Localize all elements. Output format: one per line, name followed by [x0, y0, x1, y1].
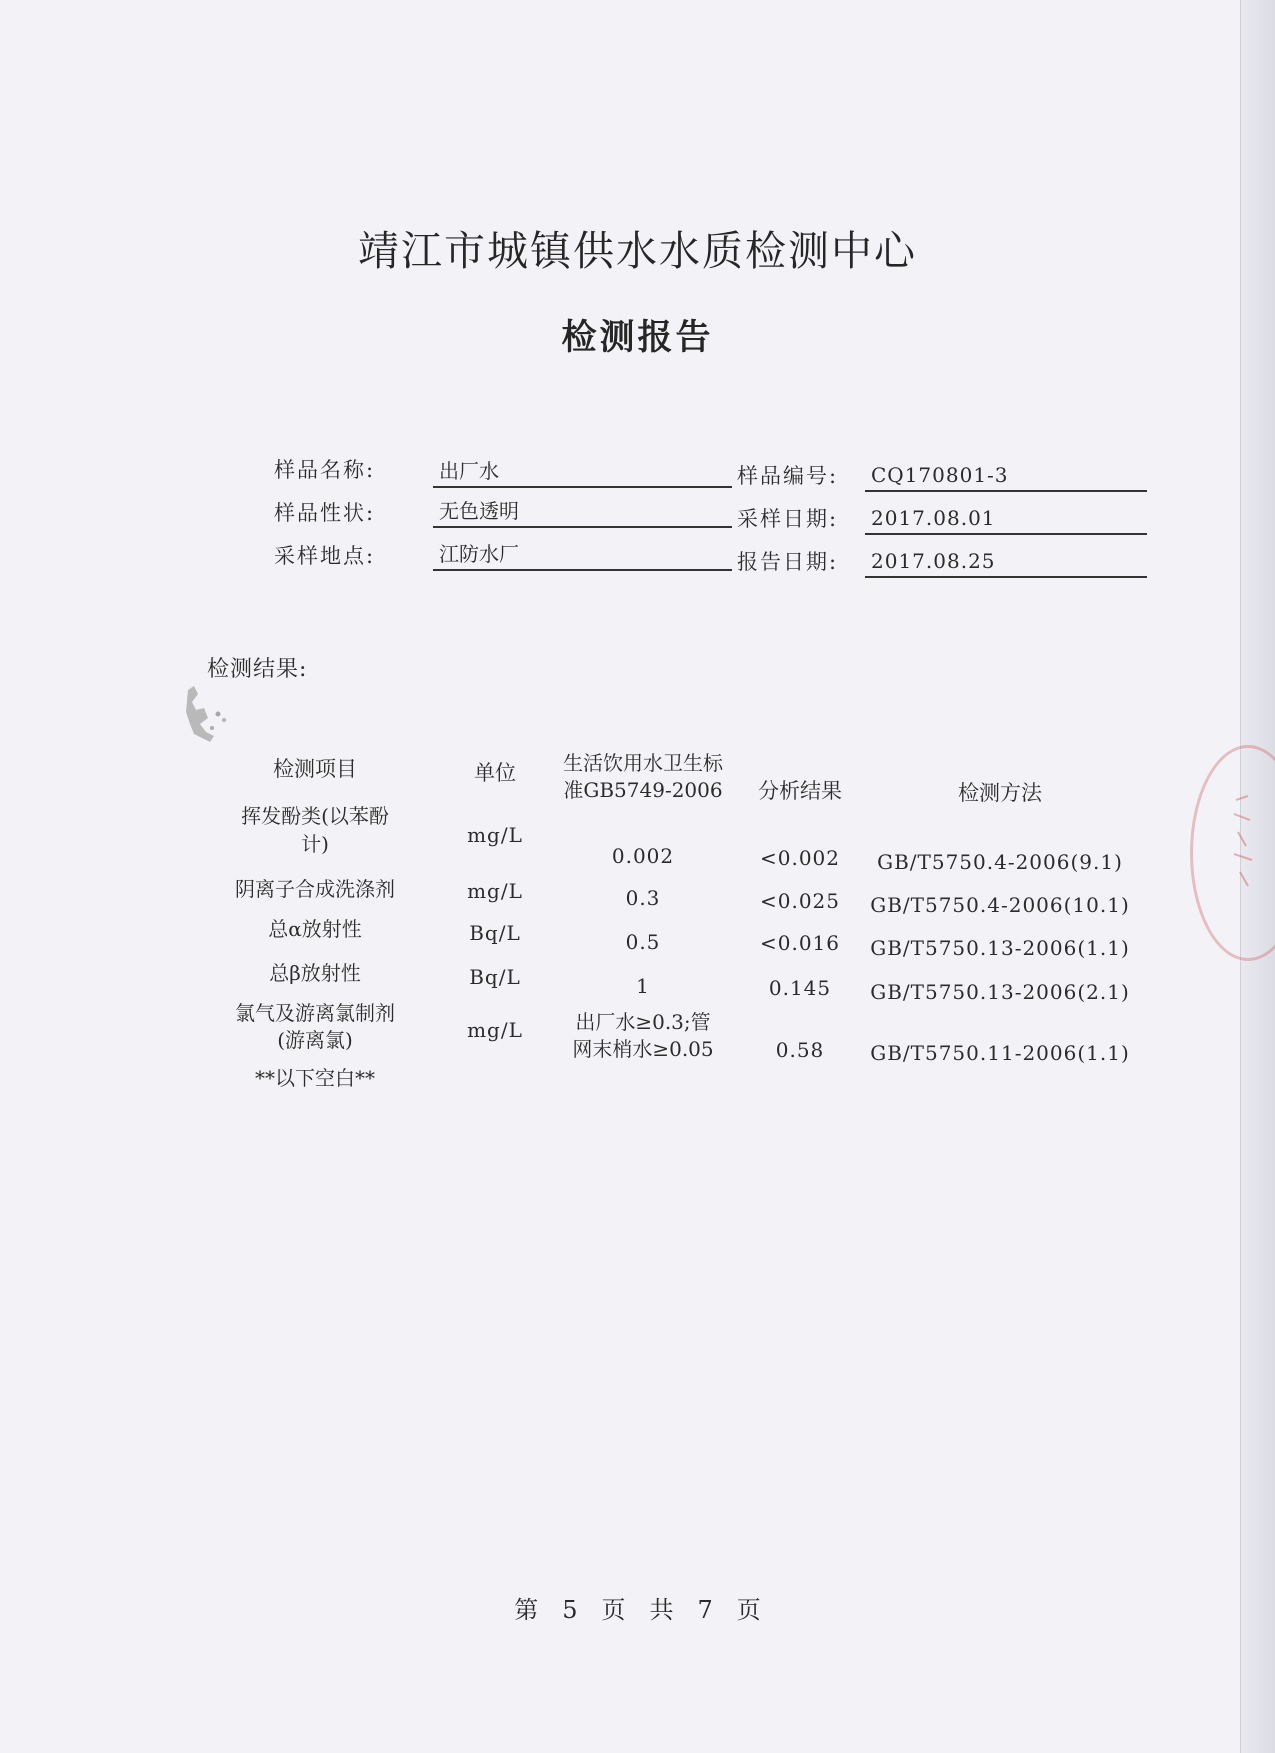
row3-method: GB/T5750.13-2006(1.1): [870, 936, 1130, 960]
row1-standard: 0.002: [611, 844, 675, 868]
report-date-label: 报告日期:: [737, 550, 839, 574]
sample-id-value: CQ170801-3: [865, 460, 1147, 492]
col-header-result: 分析结果: [758, 779, 842, 803]
col-header-item: 检测项目: [273, 757, 357, 781]
row1-item-line1: 挥发酚类(以苯酚: [241, 804, 389, 828]
row2-standard: 0.3: [625, 886, 661, 910]
ink-smudge-mark: [182, 684, 234, 744]
col-header-standard-line2: 准GB5749-2006: [563, 778, 723, 802]
footer-page-number: 5: [562, 1596, 578, 1624]
sampling-location-value: 江防水厂: [433, 539, 732, 571]
row4-result: 0.145: [768, 976, 832, 1000]
row3-item: 总α放射性: [268, 917, 362, 941]
row4-unit: Bq/L: [469, 965, 521, 989]
row4-standard: 1: [636, 974, 650, 998]
report-title: 检测报告: [561, 317, 714, 358]
footer-page-suffix: 页: [736, 1596, 761, 1624]
row1-unit: mg/L: [467, 823, 523, 847]
row5-standard-line2: 网末梢水≥0.05: [572, 1037, 714, 1061]
page-footer: [0, 1590, 1275, 1625]
row4-method: GB/T5750.13-2006(2.1): [870, 980, 1130, 1004]
row2-item: 阴离子合成洗涤剂: [235, 877, 395, 901]
row5-unit: mg/L: [467, 1018, 523, 1042]
col-header-unit: 单位: [474, 761, 516, 785]
col-header-method: 检测方法: [958, 781, 1042, 805]
end-of-table-note: **以下空白**: [255, 1066, 375, 1090]
footer-total-pages: 7: [697, 1596, 713, 1624]
organization-title: 靖江市城镇供水水质检测中心: [358, 227, 917, 275]
sample-name-label: 样品名称:: [274, 458, 376, 482]
row1-item-line2: 计): [301, 832, 329, 856]
row5-item-line2: (游离氯): [277, 1028, 353, 1052]
stamp-marks: [1228, 790, 1258, 900]
col-header-standard-line1: 生活饮用水卫生标: [563, 751, 723, 775]
row5-method: GB/T5750.11-2006(1.1): [870, 1041, 1130, 1065]
row5-result: 0.58: [775, 1038, 825, 1062]
footer-total-prefix: 共: [649, 1596, 674, 1624]
row4-item: 总β放射性: [269, 961, 361, 985]
sample-name-value: 出厂水: [433, 456, 732, 488]
sample-appearance-value: 无色透明: [433, 496, 732, 528]
row1-result: <0.002: [759, 846, 840, 870]
sampling-location-label: 采样地点:: [274, 544, 376, 568]
sample-appearance-label: 样品性状:: [274, 501, 376, 525]
report-date-value: 2017.08.25: [865, 546, 1147, 578]
results-section-label: 检测结果:: [207, 657, 308, 682]
sampling-date-label: 采样日期:: [737, 507, 839, 531]
footer-page-prefix: 第: [514, 1596, 539, 1624]
row3-standard: 0.5: [625, 930, 661, 954]
row5-standard-line1: 出厂水≥0.3;管: [575, 1010, 711, 1034]
row5-item-line1: 氯气及游离氯制剂: [235, 1001, 395, 1025]
row2-result: <0.025: [759, 889, 840, 913]
row2-method: GB/T5750.4-2006(10.1): [870, 893, 1130, 917]
row1-method: GB/T5750.4-2006(9.1): [877, 850, 1123, 874]
row2-unit: mg/L: [467, 879, 523, 903]
sampling-date-value: 2017.08.01: [865, 503, 1147, 535]
footer-page-word: 页: [601, 1596, 626, 1624]
sample-id-label: 样品编号:: [737, 464, 839, 488]
row3-result: <0.016: [759, 931, 840, 955]
row3-unit: Bq/L: [469, 921, 521, 945]
